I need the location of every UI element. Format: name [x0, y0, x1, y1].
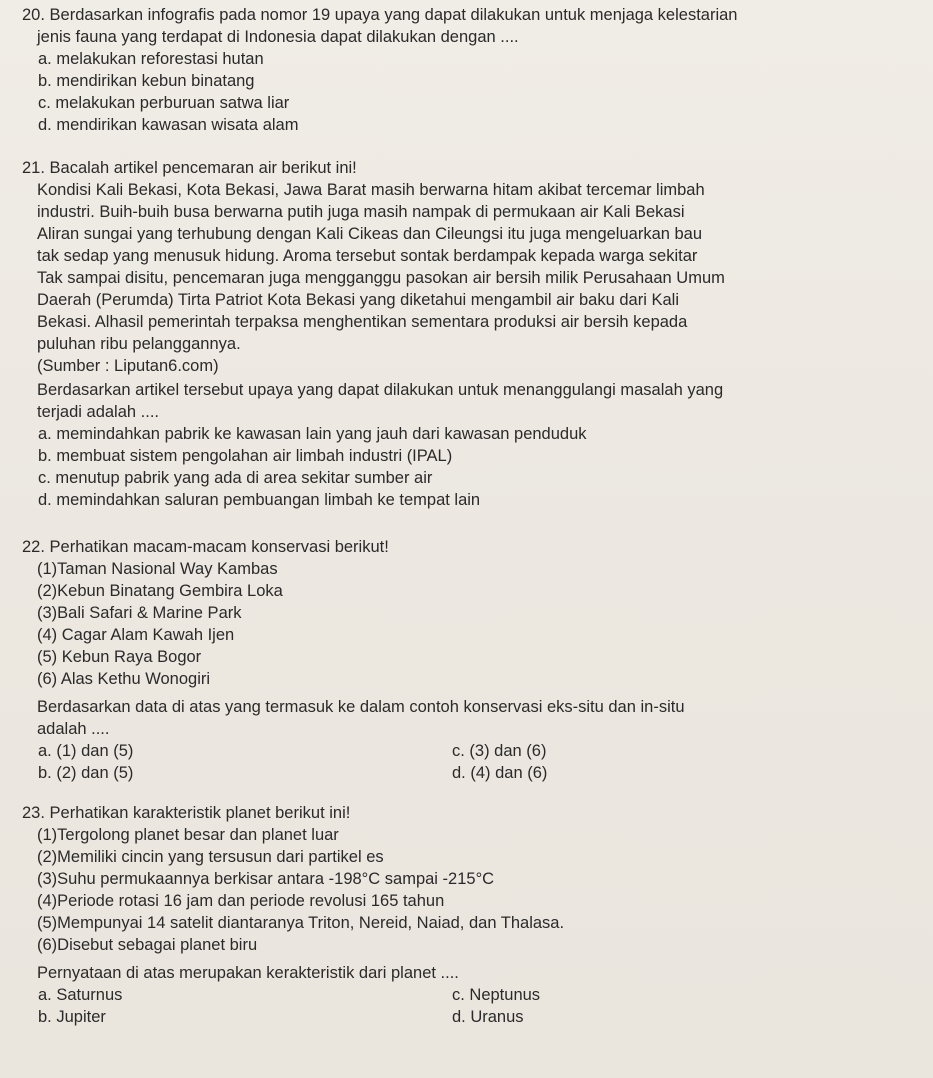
q22-item: (4) Cagar Alam Kawah Ijen: [37, 626, 235, 644]
article-line: Bekasi. Alhasil pemerintah terpaksa menghentikan sementara produksi air bersih kepada: [37, 313, 688, 331]
q23-options-row-2: [22, 1006, 873, 1028]
q20-line-2: jenis fauna yang terdapat di Indonesia dapat dilakukan dengan ....: [37, 28, 519, 46]
q23-item: (6)Disebut sebagai planet biru: [37, 936, 258, 954]
article-line: Aliran sungai yang terhubung dengan Kali Cikeas dan Cileungsi itu juga mengeluarkan bau: [37, 225, 703, 243]
q23-item: (4)Periode rotasi 16 jam dan periode revolusi 165 tahun: [37, 892, 445, 910]
article-line: Tak sampai disitu, pencemaran juga mengganggu pasokan air bersih milik Perusahaan Umum: [37, 269, 725, 287]
article-line: industri. Buih-buih busa berwarna putih juga masih nampak di permukaan air Kali Bekasi: [37, 203, 685, 221]
question-23: [22, 802, 873, 1028]
q21-question-line-1: Berdasarkan artikel tersebut upaya yang dapat dilakukan untuk menanggulangi masalah yang: [37, 381, 724, 399]
q21-intro: 21. Bacalah artikel pencemaran air berikut ini!: [22, 159, 357, 177]
q22-intro: 22. Perhatikan macam-macam konservasi berikut!: [22, 538, 389, 556]
q21-question-line-2: terjadi adalah ....: [37, 403, 159, 421]
article-line: puluhan ribu pelanggannya.: [37, 335, 241, 353]
article-source: (Sumber : Liputan6.com): [37, 357, 219, 375]
q22-item: (1)Taman Nasional Way Kambas: [37, 560, 278, 578]
q22-options-row-2: [22, 762, 873, 784]
q23-option-b[interactable]: b. Jupiter: [38, 1008, 106, 1026]
q22-item: (3)Bali Safari & Marine Park: [37, 604, 242, 622]
q23-intro: 23. Perhatikan karakteristik planet berikut ini!: [22, 804, 351, 822]
q23-item: (1)Tergolong planet besar dan planet luar: [37, 826, 339, 844]
q22-option-b[interactable]: b. (2) dan (5): [38, 764, 134, 782]
q20-option-b[interactable]: b. mendirikan kebun binatang: [38, 72, 255, 90]
q21-article: [22, 179, 873, 377]
q22-options-row-1: [22, 740, 873, 762]
q22-option-d[interactable]: d. (4) dan (6): [452, 764, 548, 782]
q22-item: (2)Kebun Binatang Gembira Loka: [37, 582, 283, 600]
q23-item: (3)Suhu permukaannya berkisar antara -198°C sampai -215°C: [37, 870, 495, 888]
q23-option-a[interactable]: a. Saturnus: [38, 986, 123, 1004]
q22-option-c[interactable]: c. (3) dan (6): [452, 742, 547, 760]
q21-option-a[interactable]: a. memindahkan pabrik ke kawasan lain yang jauh dari kawasan penduduk: [38, 425, 587, 443]
question-22: [22, 536, 873, 784]
q22-question-line-1: Berdasarkan data di atas yang termasuk ke dalam contoh konservasi eks-situ dan in-situ: [37, 698, 685, 716]
q23-option-d[interactable]: d. Uranus: [452, 1008, 524, 1026]
q23-option-c[interactable]: c. Neptunus: [452, 986, 541, 1004]
q20-option-d[interactable]: d. mendirikan kawasan wisata alam: [38, 116, 299, 134]
q20-option-c[interactable]: c. melakukan perburuan satwa liar: [38, 94, 290, 112]
q21-option-d[interactable]: d. memindahkan saluran pembuangan limbah ke tempat lain: [38, 491, 481, 509]
q22-option-a[interactable]: a. (1) dan (5): [38, 742, 134, 760]
q23-item: (2)Memiliki cincin yang tersusun dari partikel es: [37, 848, 384, 866]
q23-question: Pernyataan di atas merupakan kerakteristik dari planet ....: [37, 964, 459, 982]
article-line: Daerah (Perumda) Tirta Patriot Kota Bekasi yang diketahui mengambil air baku dari Kali: [37, 291, 679, 309]
q21-option-b[interactable]: b. membuat sistem pengolahan air limbah industri (IPAL): [38, 447, 453, 465]
article-line: tak sedap yang menusuk hidung. Aroma tersebut sontak berdampak kepada warga sekitar: [37, 247, 698, 265]
q22-item: (5) Kebun Raya Bogor: [37, 648, 202, 666]
q21-option-c[interactable]: c. menutup pabrik yang ada di area sekitar sumber air: [38, 469, 433, 487]
article-line: Kondisi Kali Bekasi, Kota Bekasi, Jawa Barat masih berwarna hitam akibat tercemar limbah: [37, 181, 705, 199]
question-21: [22, 157, 873, 511]
q23-options-row-1: [22, 984, 873, 1006]
q20-option-a[interactable]: a. melakukan reforestasi hutan: [38, 50, 264, 68]
q22-item: (6) Alas Kethu Wonogiri: [37, 670, 211, 688]
question-20: [22, 4, 873, 136]
q23-item: (5)Mempunyai 14 satelit diantaranya Triton, Nereid, Naiad, dan Thalasa.: [37, 914, 565, 932]
q22-question-line-2: adalah ....: [37, 720, 110, 738]
q20-line-1: 20. Berdasarkan infografis pada nomor 19 upaya yang dapat dilakukan untuk menjaga kelestarian: [22, 6, 738, 24]
